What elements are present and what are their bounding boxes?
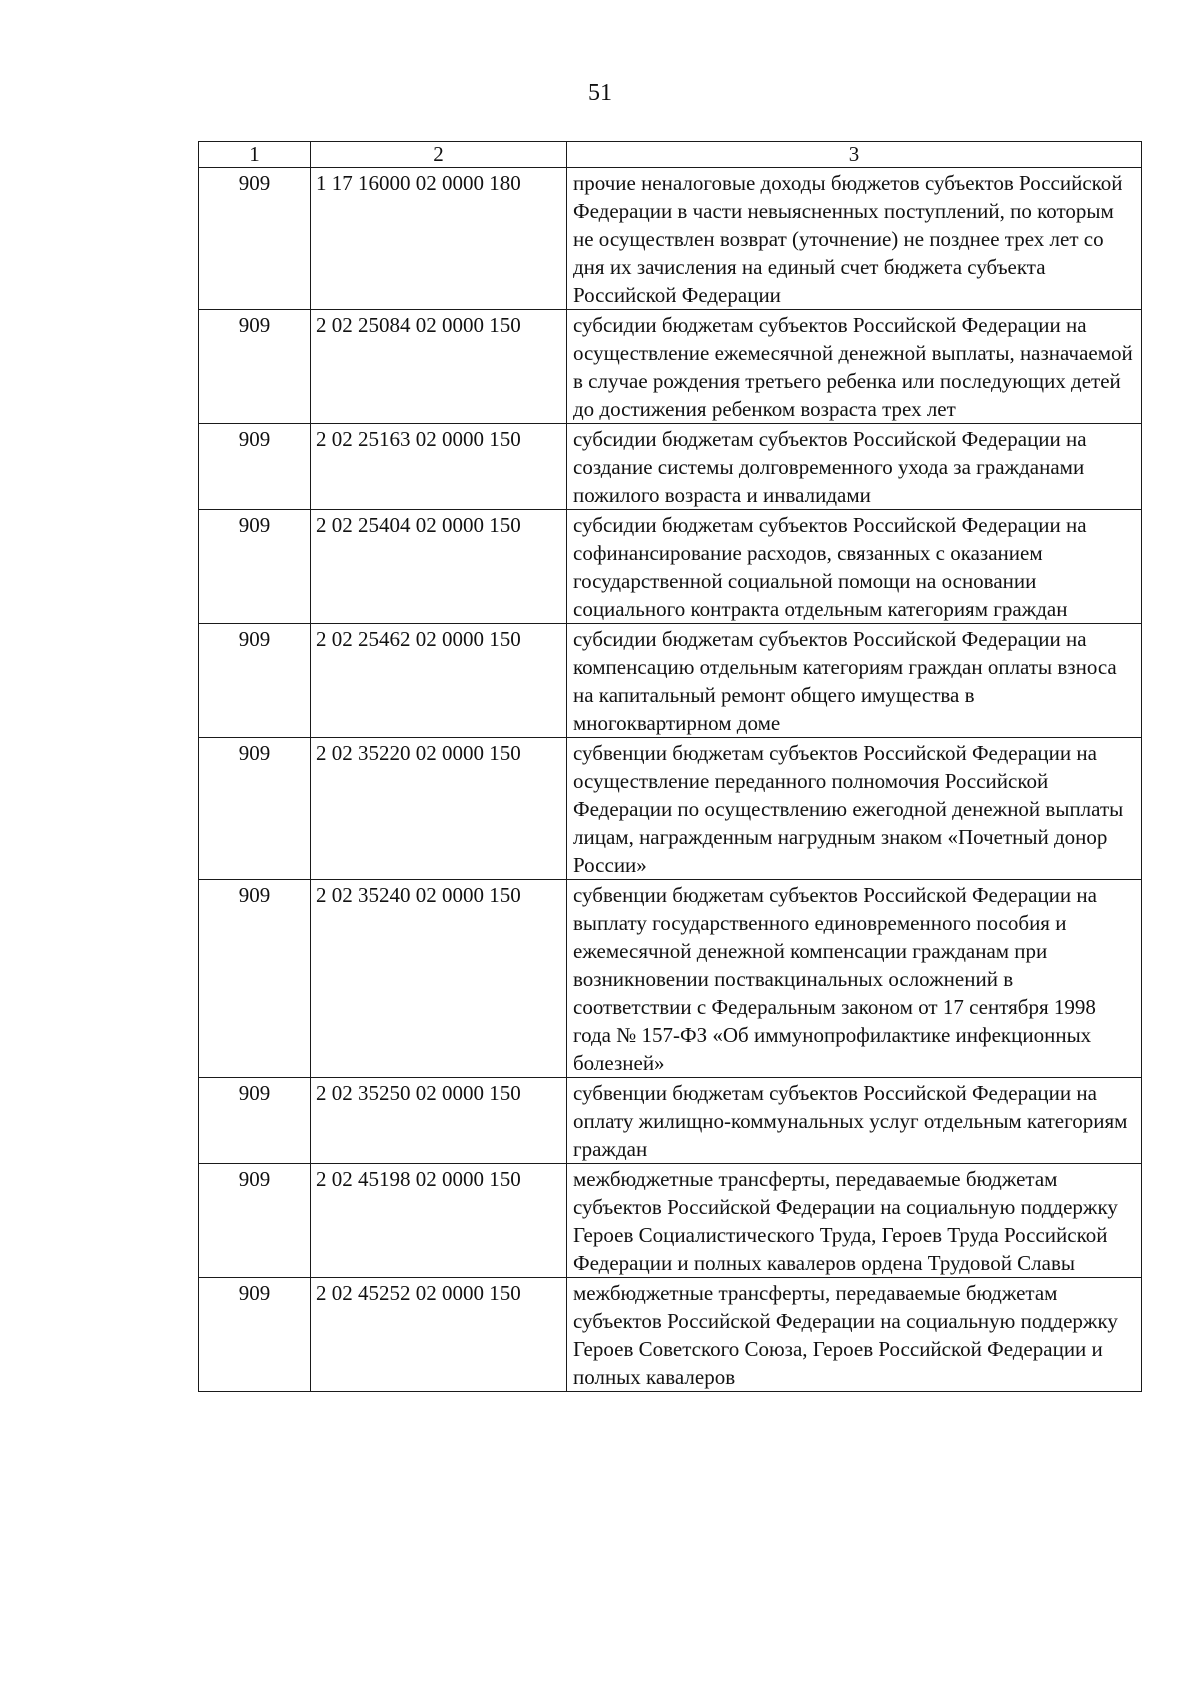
budget-code-cell: 2 02 45252 02 0000 150 bbox=[311, 1278, 567, 1392]
admin-code-cell: 909 bbox=[199, 168, 311, 310]
budget-code-cell: 2 02 35250 02 0000 150 bbox=[311, 1078, 567, 1164]
table-row bbox=[199, 424, 1142, 510]
table-row bbox=[199, 510, 1142, 624]
admin-code-cell: 909 bbox=[199, 1078, 311, 1164]
budget-code-cell: 2 02 25462 02 0000 150 bbox=[311, 624, 567, 738]
budget-code-cell: 2 02 25404 02 0000 150 bbox=[311, 510, 567, 624]
budget-code-cell: 2 02 35220 02 0000 150 bbox=[311, 738, 567, 880]
column-header-2: 2 bbox=[311, 142, 567, 168]
description-cell: субсидии бюджетам субъектов Российской Федерации на софинансирование расходов, связанных с оказанием государственной социальной помощи на основании социального контракта отдельным категориям граждан bbox=[567, 510, 1142, 624]
budget-code-cell: 2 02 25163 02 0000 150 bbox=[311, 424, 567, 510]
table-row bbox=[199, 168, 1142, 310]
description-cell: субвенции бюджетам субъектов Российской Федерации на выплату государственного единовременного пособия и ежемесячной денежной компенсации гражданам при возникновении поствакцинальных осложнений в соответствии с Федеральным законом от 17 сентября 1998 года № 157-ФЗ «Об иммунопрофилактике инфекционных болезней» bbox=[567, 880, 1142, 1078]
table-header-row bbox=[199, 142, 1142, 168]
budget-code-cell: 2 02 35240 02 0000 150 bbox=[311, 880, 567, 1078]
table-row bbox=[199, 1278, 1142, 1392]
table-row bbox=[199, 310, 1142, 424]
description-cell: межбюджетные трансферты, передаваемые бюджетам субъектов Российской Федерации на социальную поддержку Героев Социалистического Труда, Героев Труда Российской Федерации и полных кавалеров ордена Трудовой Славы bbox=[567, 1164, 1142, 1278]
budget-code-cell: 2 02 25084 02 0000 150 bbox=[311, 310, 567, 424]
table-row bbox=[199, 1078, 1142, 1164]
admin-code-cell: 909 bbox=[199, 1164, 311, 1278]
table-body bbox=[199, 168, 1142, 1392]
table-row bbox=[199, 1164, 1142, 1278]
admin-code-cell: 909 bbox=[199, 880, 311, 1078]
description-cell: субсидии бюджетам субъектов Российской Федерации на осуществление ежемесячной денежной выплаты, назначаемой в случае рождения третьего ребенка или последующих детей до достижения ребенком возраста трех лет bbox=[567, 310, 1142, 424]
admin-code-cell: 909 bbox=[199, 424, 311, 510]
table-row bbox=[199, 624, 1142, 738]
budget-code-cell: 2 02 45198 02 0000 150 bbox=[311, 1164, 567, 1278]
description-cell: прочие неналоговые доходы бюджетов субъектов Российской Федерации в части невыясненных поступлений, по которым не осуществлен возврат (уточнение) не позднее трех лет со дня их зачисления на единый счет бюджета субъекта Российской Федерации bbox=[567, 168, 1142, 310]
admin-code-cell: 909 bbox=[199, 738, 311, 880]
description-cell: межбюджетные трансферты, передаваемые бюджетам субъектов Российской Федерации на социальную поддержку Героев Советского Союза, Героев Российской Федерации и полных кавалеров bbox=[567, 1278, 1142, 1392]
budget-revenue-table bbox=[198, 141, 1142, 1392]
description-cell: субвенции бюджетам субъектов Российской Федерации на осуществление переданного полномочия Российской Федерации по осуществлению ежегодной денежной выплаты лицам, награжденным нагрудным знаком «Почетный донор России» bbox=[567, 738, 1142, 880]
page-number: 51 bbox=[588, 80, 612, 106]
description-cell: субсидии бюджетам субъектов Российской Федерации на компенсацию отдельным категориям граждан оплаты взноса на капитальный ремонт общего имущества в многоквартирном доме bbox=[567, 624, 1142, 738]
table-row bbox=[199, 738, 1142, 880]
admin-code-cell: 909 bbox=[199, 510, 311, 624]
admin-code-cell: 909 bbox=[199, 1278, 311, 1392]
admin-code-cell: 909 bbox=[199, 310, 311, 424]
column-header-3: 3 bbox=[567, 142, 1142, 168]
table-row bbox=[199, 880, 1142, 1078]
column-header-1: 1 bbox=[199, 142, 311, 168]
description-cell: субсидии бюджетам субъектов Российской Федерации на создание системы долговременного ухода за гражданами пожилого возраста и инвалидами bbox=[567, 424, 1142, 510]
description-cell: субвенции бюджетам субъектов Российской Федерации на оплату жилищно-коммунальных услуг отдельным категориям граждан bbox=[567, 1078, 1142, 1164]
budget-code-cell: 1 17 16000 02 0000 180 bbox=[311, 168, 567, 310]
admin-code-cell: 909 bbox=[199, 624, 311, 738]
